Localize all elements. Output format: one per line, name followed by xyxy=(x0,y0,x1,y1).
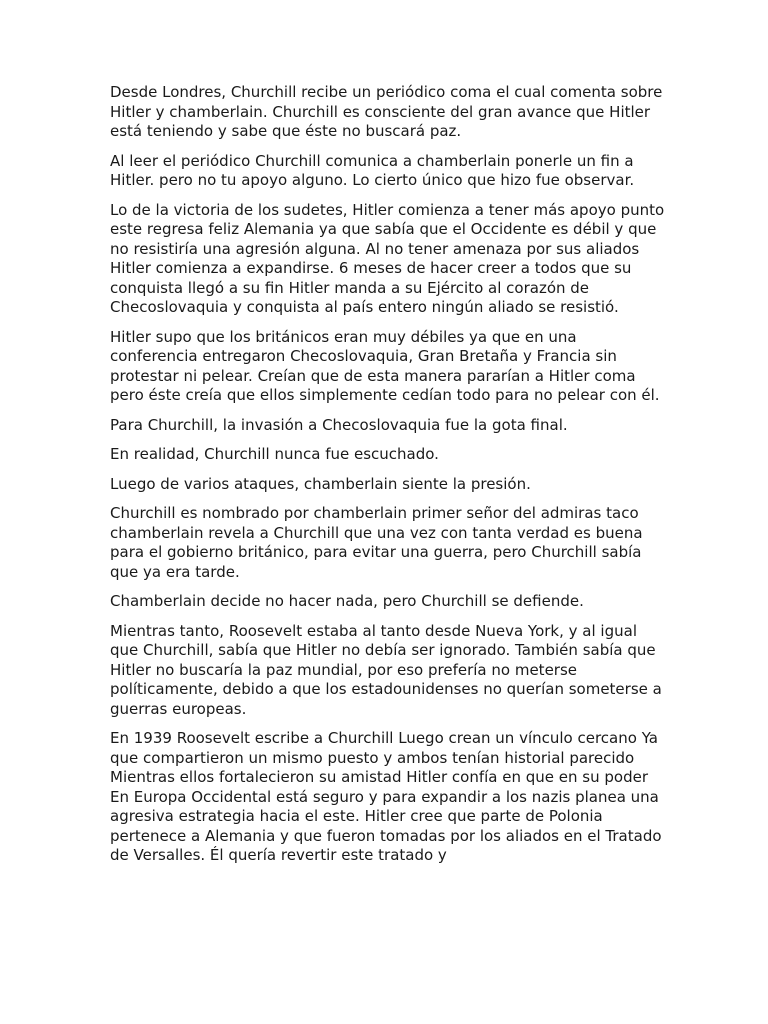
paragraph-3: Lo de la victoria de los sudetes, Hitler comienza a tener más apoyo punto este regresa feliz Alemania ya que sabía que el Occidente es débil y que no resistiría una agresión alguna. Al no tener amenaza por sus aliados Hitler comienza a expandirse. 6 meses de hacer creer a todos que su conquista llegó a su fin Hitler manda a su Ejército al corazón de Checoslovaquia y conquista al país entero ningún aliado se resistió. xyxy=(110,200,665,316)
paragraph-10: Mientras tanto, Roosevelt estaba al tanto desde Nueva York, y al igual que Churchill, sabía que Hitler no debía ser ignorado. También sabía que Hitler no buscaría la paz mundial, por eso prefería no meterse políticamente, debido a que los estadounidenses no querían someterse a guerras europeas. xyxy=(110,621,662,718)
paragraph-1: Desde Londres, Churchill recibe un periódico coma el cual comenta sobre Hitler y chamberlain. Churchill es consciente del gran avance que Hitler está teniendo y sabe que éste no buscará paz. xyxy=(110,83,663,140)
paragraph-8: Churchill es nombrado por chamberlain primer señor del admiras taco chamberlain revela a Churchill que una vez con tanta verdad es buena para el gobierno británico, para evitar una guerra, pero Churchill sabía que ya era tarde. xyxy=(110,504,643,581)
paragraph-11: En 1939 Roosevelt escribe a Churchill Luego crean un vínculo cercano Ya que compartieron un mismo puesto y ambos tenían historial parecido Mientras ellos fortalecieron su amistad Hitler confía en que en su poder En Europa Occidental está seguro y para expandir a los nazis planea una agresiva estrategia hacia el este. Hitler cree que parte de Polonia pertenece a Alemania y que fueron tomadas por los aliados en el Tratado de Versalles. Él quería revertir este tratado y xyxy=(110,729,662,864)
paragraph-5: Para Churchill, la invasión a Checoslovaquia fue la gota final. xyxy=(110,415,568,434)
paragraph-7: Luego de varios ataques, chamberlain siente la presión. xyxy=(110,474,531,493)
paragraph-9: Chamberlain decide no hacer nada, pero Churchill se defiende. xyxy=(110,592,584,610)
paragraph-2: Al leer el periódico Churchill comunica a chamberlain ponerle un fin a Hitler. pero no tu apoyo alguno. Lo cierto único que hizo fue observar. xyxy=(110,151,635,189)
paragraph-4: Hitler supo que los británicos eran muy débiles ya que en una conferencia entregaron Checoslovaquia, Gran Bretaña y Francia sin protestar ni pelear. Creían que de esta manera pararían a Hitler coma pero éste creía que ellos simplemente cedían todo para no pelear con él. xyxy=(110,327,660,404)
paragraph-6: En realidad, Churchill nunca fue escuchado. xyxy=(110,445,439,463)
